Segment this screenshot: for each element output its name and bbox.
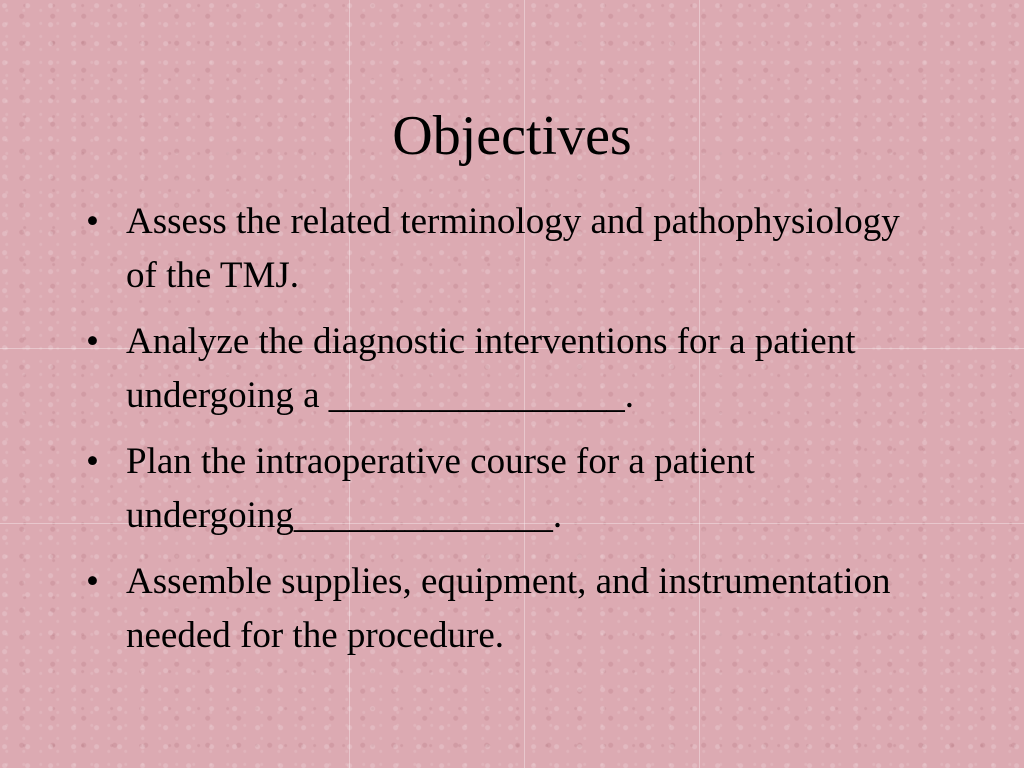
bullet-item [86,315,936,423]
bullet-item [86,435,936,543]
bullet-text: Assemble supplies, equipment, and instrumentation needed for the procedure. [126,561,891,656]
bullet-icon: • [86,321,99,362]
bullet-item [86,195,936,303]
bullet-icon: • [86,441,99,482]
bullet-icon: • [86,561,99,602]
bullet-text: Assess the related terminology and pathophysiology of the TMJ. [126,201,900,296]
bullet-text: Plan the intraoperative course for a patient undergoing______________. [126,441,755,536]
bullet-item [86,555,936,663]
slide-title: Objectives [392,105,632,167]
bullet-list [86,195,936,675]
bullet-text: Analyze the diagnostic interventions for a patient undergoing a ________________. [126,321,856,416]
bullet-icon: • [86,201,99,242]
